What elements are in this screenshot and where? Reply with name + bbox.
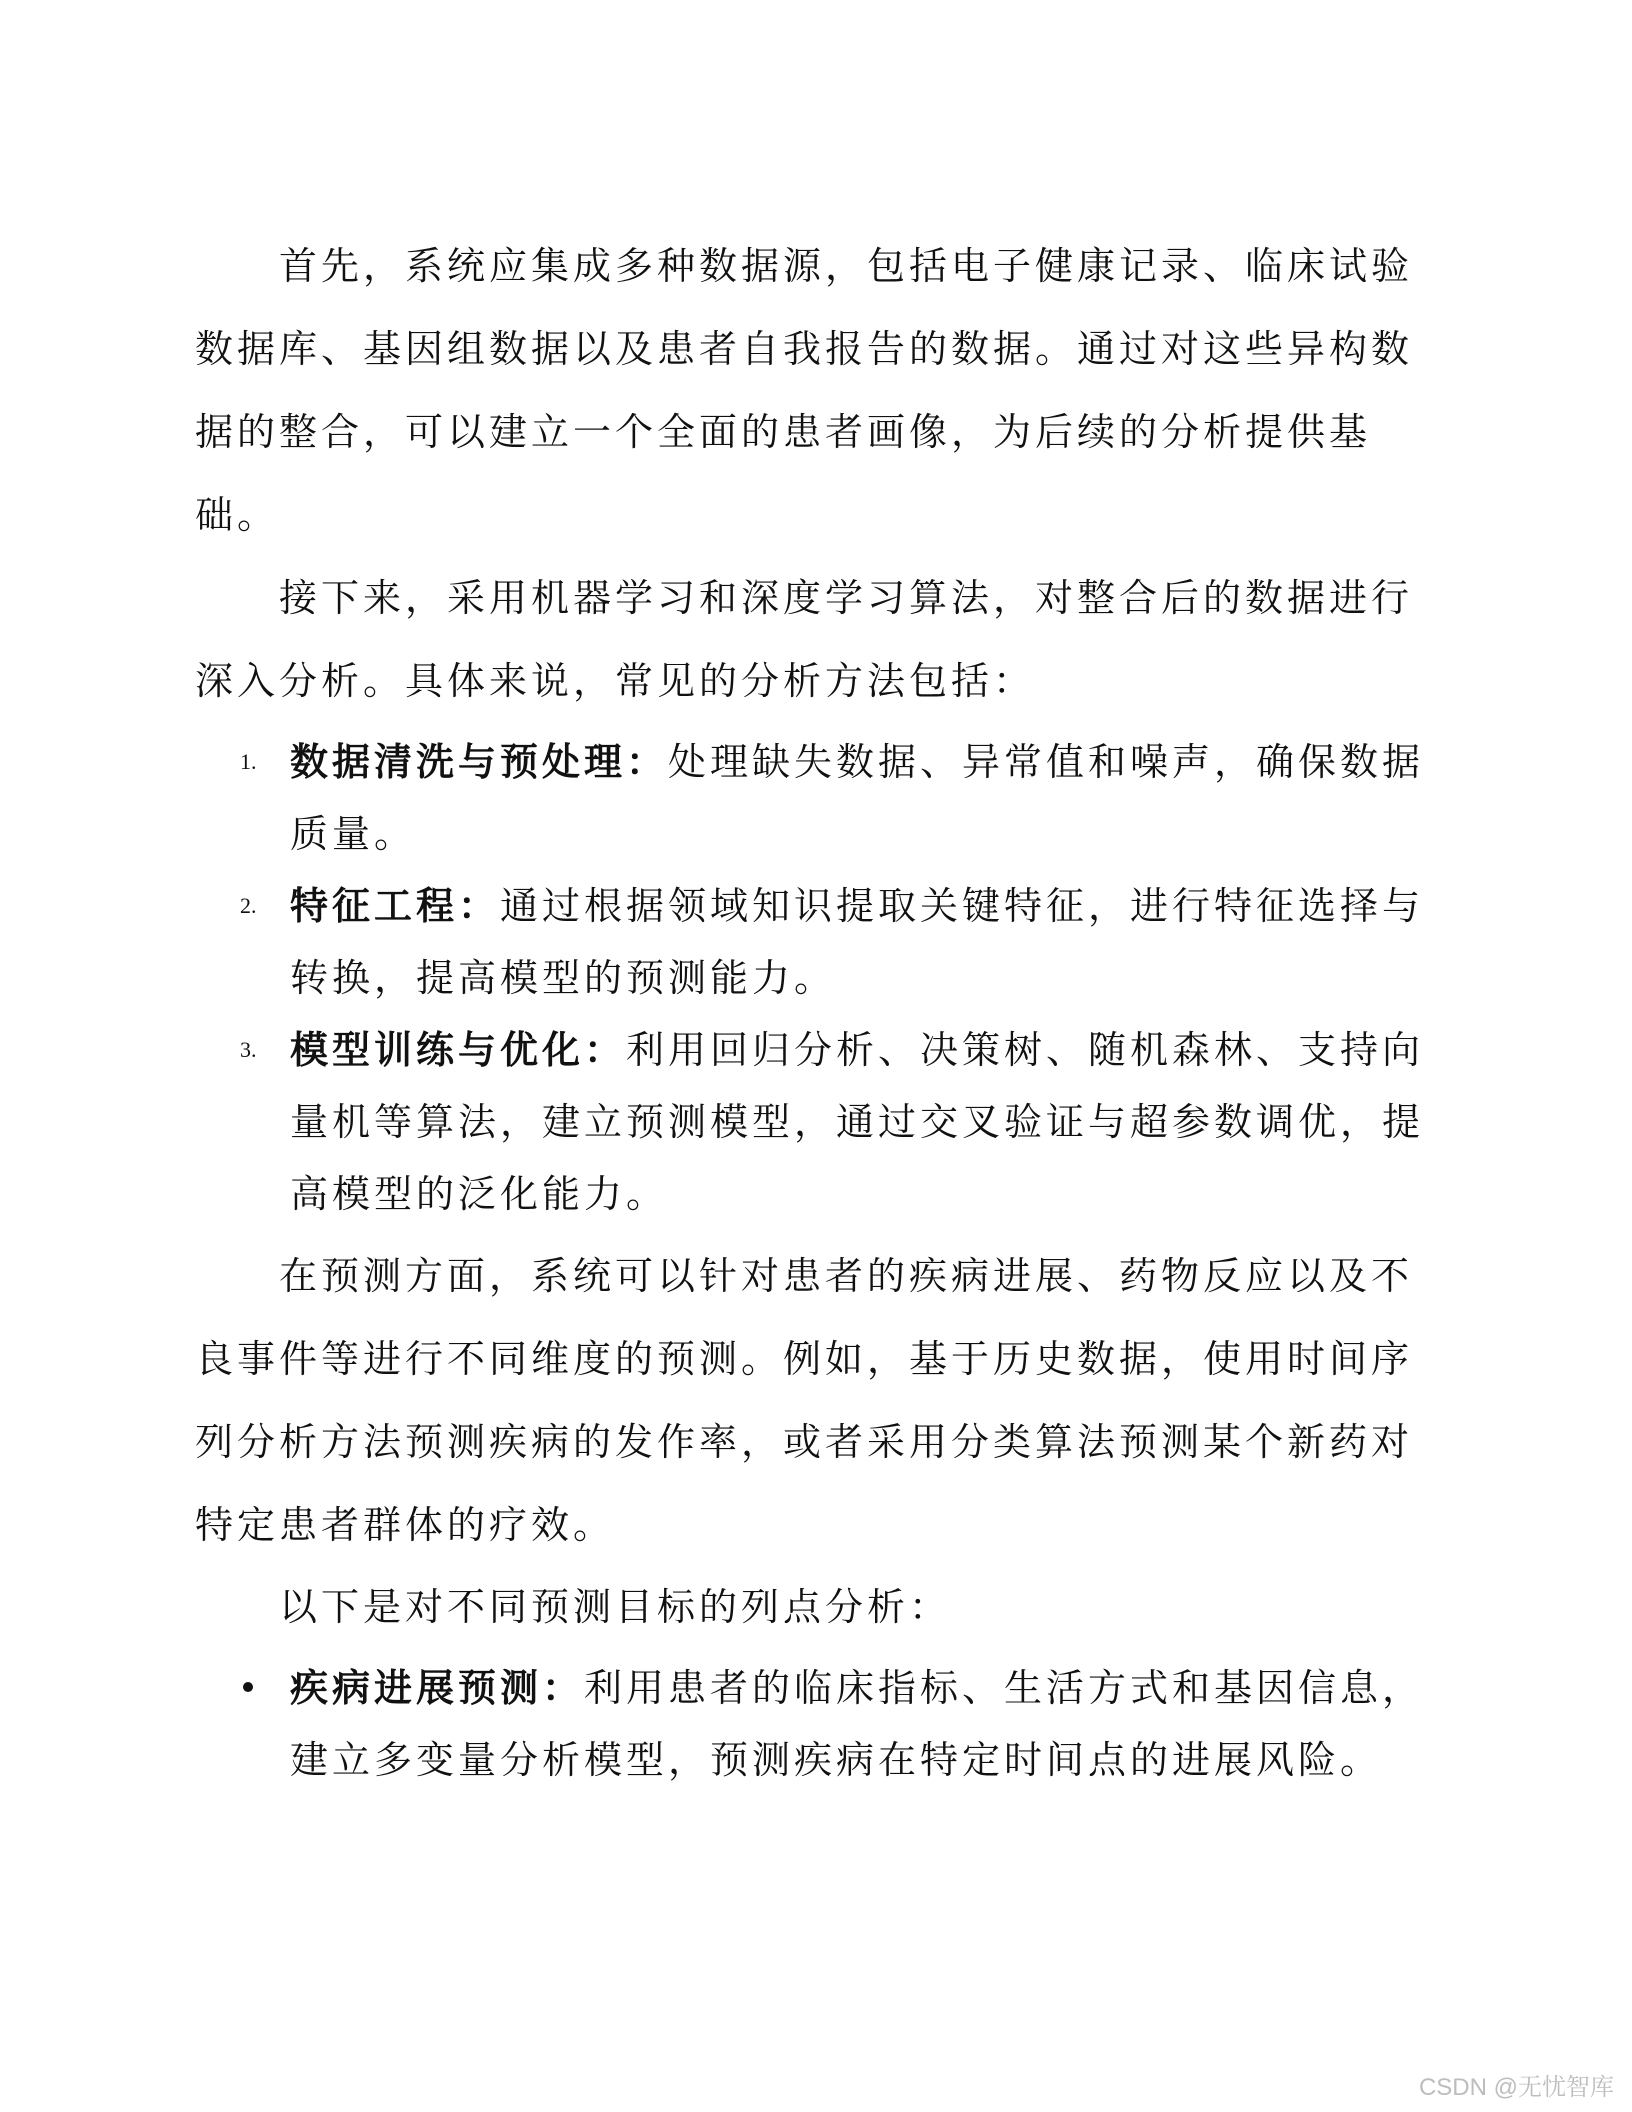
list-number: 2. [240, 893, 257, 918]
paragraph-prediction: 在预测方面，系统可以针对患者的疾病进展、药物反应以及不良事件等进行不同维度的预测。例如，基于历史数据，使用时间序列分析方法预测疾病的发作率，或者采用分类算法预测某个新药对特定患者群体的疗效。 [195, 1254, 1414, 1547]
paragraph-data-sources: 首先，系统应集成多种数据源，包括电子健康记录、临床试验数据库、基因组数据以及患者自我报告的数据。通过对这些异构数据的整合，可以建立一个全面的患者画像，为后续的分析提供基础。 [195, 244, 1414, 537]
list-item-text: 通过根据领域知识提取关键特征，进行特征选择与转换，提高模型的预测能力。 [290, 884, 1425, 1000]
paragraph-analysis-intro: 接下来，采用机器学习和深度学习算法，对整合后的数据进行深入分析。具体来说，常见的分析方法包括： [195, 576, 1414, 703]
watermark: CSDN @无忧智库 [1418, 2074, 1614, 2101]
bullet-item-text: 利用患者的临床指标、生活方式和基因信息，建立多变量分析模型，预测疾病在特定时间点的进展风险。 [290, 1666, 1425, 1782]
list-number: 1. [240, 749, 257, 774]
list-item-text: 处理缺失数据、异常值和噪声，确保数据质量。 [290, 740, 1425, 856]
list-number: 3. [240, 1037, 257, 1062]
list-item-title: 特征工程： [290, 883, 501, 928]
list-item-text: 利用回归分析、决策树、随机森林、支持向量机等算法，建立预测模型，通过交叉验证与超参数调优，提高模型的泛化能力。 [290, 1028, 1425, 1216]
list-item-title: 数据清洗与预处理： [290, 739, 669, 784]
list-item-title: 模型训练与优化： [290, 1027, 627, 1072]
bullet-item-title: 疾病进展预测： [290, 1665, 585, 1710]
bullet-icon [243, 1682, 253, 1692]
paragraph-list-intro: 以下是对不同预测目标的列点分析： [279, 1585, 952, 1629]
